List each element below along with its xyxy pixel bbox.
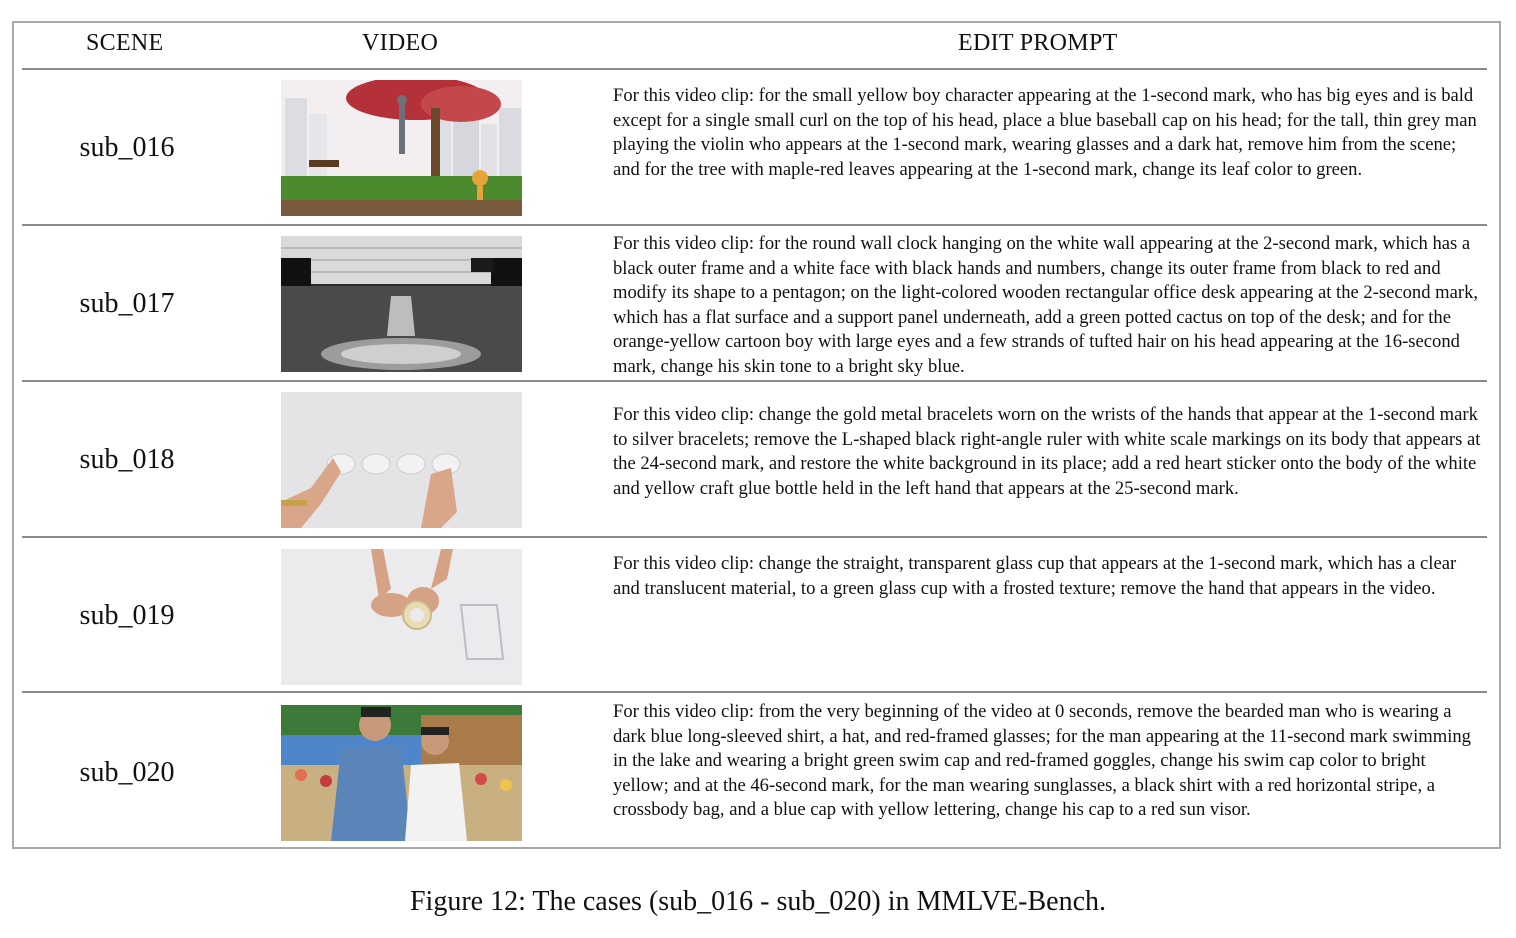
- scene-id: sub_019: [79, 600, 175, 631]
- row-divider: [22, 536, 1487, 538]
- header-scene: SCENE: [86, 30, 164, 56]
- header-video: VIDEO: [362, 30, 439, 56]
- video-thumbnail: [281, 549, 522, 685]
- hands-tape-glass-image: [281, 549, 522, 685]
- edit-prompt-text: For this video clip: for the small yellow boy character appearing at the 1-second mark, who has big eyes and is bald except for a single small curl on the top of his head, place a blue baseball cap on his head; for the tall, thin grey man playing the violin who appears at the 1-second mark, wearing glasses and a dark hat, remove him from the scene; and for the tree with maple-red leaves appearing at the 1-second mark, change its leaf color to green.: [613, 85, 1477, 180]
- scene-id: sub_018: [79, 444, 175, 475]
- outdoor-event-image: [281, 705, 522, 841]
- row-divider: [22, 380, 1487, 382]
- header-edit-prompt: EDIT PROMPT: [958, 30, 1118, 56]
- edit-prompt-text: For this video clip: from the very beginning of the video at 0 seconds, remove the bearded man who is wearing a dark blue long-sleeved shirt, a hat, and red-framed glasses; for the man appearing at the 11-second mark swimming in the lake and wearing a bright green swim cap and red-framed goggles, change his swim cap color to bright yellow; and at the 46-second mark, for the man wearing sunglasses, a black shirt with a red horizontal stripe, a crossbody bag, and a blue cap with yellow lettering, change his cap to a red sun visor.: [613, 701, 1471, 821]
- edit-prompt-text: For this video clip: change the gold metal bracelets worn on the wrists of the hands that appear at the 1-second mark to silver bracelets; remove the L-shaped black right-angle ruler with white scale markings on its body that appears at the 24-second mark, and restore the white background in its place; add a red heart sticker onto the body of the white and yellow craft glue bottle held in the left hand that appears at the 25-second mark.: [613, 404, 1481, 499]
- edit-prompt-text: For this video clip: for the round wall clock hanging on the white wall appearing at the 2-second mark, which has a black outer frame and a white face with black hands and numbers, change its outer frame from black to red and modify its shape to a pentagon; on the light-colored wooden rectangular office desk appearing at the 2-second mark, which has a flat surface and a support panel underneath, add a green potted cactus on top of the desk; and for the orange-yellow cartoon boy with large eyes and a few strands of tufted hair on his head appearing at the 16-second mark, change his skin tone to a bright sky blue.: [613, 233, 1479, 377]
- video-thumbnail: [281, 80, 522, 216]
- video-thumbnail: [281, 392, 522, 528]
- cartoon-park-image: [281, 80, 522, 216]
- header-rule: [22, 68, 1487, 70]
- row-divider: [22, 691, 1487, 693]
- figure-caption: Figure 12: The cases (sub_016 - sub_020) in MMLVE-Bench.: [409, 886, 1107, 917]
- video-thumbnail: [281, 236, 522, 372]
- video-thumbnail: [281, 705, 522, 841]
- typewriter-image: [281, 236, 522, 372]
- scene-id: sub_016: [79, 132, 175, 163]
- scene-id: sub_020: [79, 757, 175, 788]
- scene-id: sub_017: [79, 288, 175, 319]
- row-divider: [22, 224, 1487, 226]
- hands-cups-image: [281, 392, 522, 528]
- edit-prompt-text: For this video clip: change the straight, transparent glass cup that appears at the 1-second mark, which has a clear and translucent material, to a green glass cup with a frosted texture; remove the hand that appears in the video.: [613, 553, 1457, 599]
